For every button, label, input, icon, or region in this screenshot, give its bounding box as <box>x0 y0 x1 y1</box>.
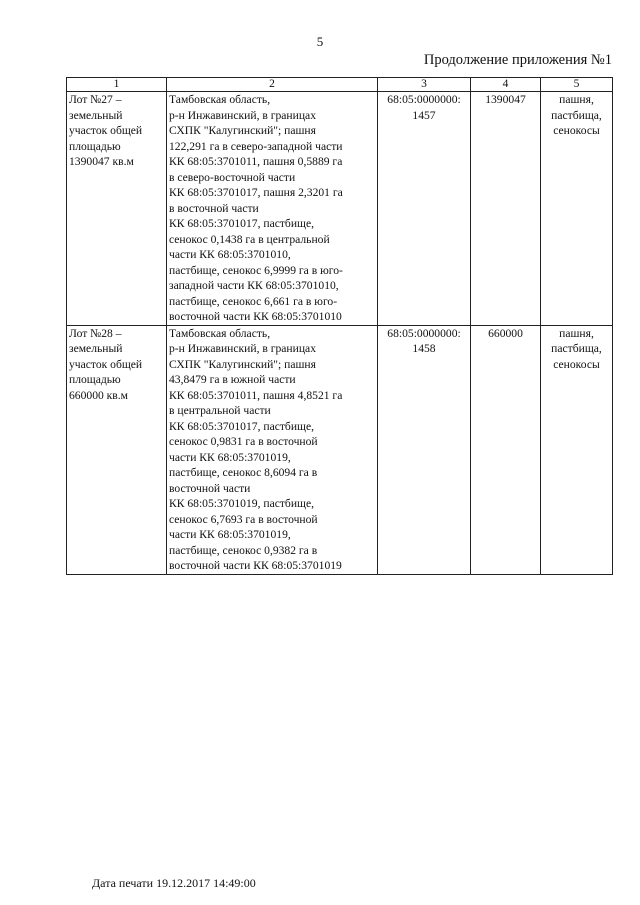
cadastral-line: 68:05:0000000: <box>387 93 461 106</box>
description-line: КК 68:05:3701011, пашня 0,5889 га <box>169 155 343 168</box>
description-line: Тамбовская область, <box>169 93 271 106</box>
lot-name-cell <box>67 92 167 326</box>
lot-name-line: площадью <box>69 373 121 386</box>
land-use-line: пастбища, <box>551 108 602 122</box>
lots-table <box>66 77 613 575</box>
description-line: сенокос 6,7693 га в восточной <box>169 512 318 526</box>
column-header-3: 3 <box>378 78 471 92</box>
lot-name-line: площадью <box>69 139 121 153</box>
description-line: СХПК "Калугинский"; пашня <box>169 124 316 137</box>
description-cell <box>167 325 378 574</box>
lot-name-line: земельный <box>69 108 123 122</box>
land-use-line: пашня, <box>559 93 594 106</box>
column-header-4: 4 <box>471 78 541 92</box>
description-line: КК 68:05:3701017, пастбище, <box>169 419 315 433</box>
page-number: 5 <box>316 34 324 49</box>
lot-name-line: участок общей <box>69 357 143 371</box>
column-header-5: 5 <box>541 78 613 92</box>
description-line: Тамбовская область, <box>169 326 271 340</box>
description-line: части КК 68:05:3701010, <box>169 248 291 261</box>
land-use-line: сенокосы <box>553 124 600 137</box>
table-row <box>67 325 613 574</box>
description-line: р-н Инжавинский, в границах <box>169 108 316 122</box>
description-line: пастбище, сенокос 6,9999 га в юго- <box>169 263 343 277</box>
description-line: сенокос 0,1438 га в центральной <box>169 232 330 246</box>
description-line: пастбище, сенокос 8,6094 га в <box>169 466 318 479</box>
cadastral-line: 1458 <box>412 342 436 355</box>
description-line: западной части КК 68:05:3701010, <box>169 279 339 292</box>
lot-name-line: 660000 кв.м <box>69 388 129 402</box>
description-line: в восточной части <box>169 201 259 215</box>
land-use-line: пастбища, <box>551 342 602 355</box>
description-line: пастбище, сенокос 6,661 га в юго- <box>169 294 338 308</box>
description-line: части КК 68:05:3701019, <box>169 450 291 464</box>
description-line: восточной части <box>169 481 251 495</box>
area-cell: 660000 <box>471 325 541 574</box>
description-line: части КК 68:05:3701019, <box>169 528 291 541</box>
column-header-2: 2 <box>167 78 378 92</box>
description-line: сенокос 0,9831 га в восточной <box>169 435 318 448</box>
description-line: р-н Инжавинский, в границах <box>169 342 316 355</box>
description-line: восточной части КК 68:05:3701019 <box>169 559 342 572</box>
description-line: КК 68:05:3701011, пашня 4,8521 га <box>169 388 343 402</box>
cadastral-line: 1457 <box>412 108 436 122</box>
description-line: пастбище, сенокос 0,9382 га в <box>169 543 318 557</box>
description-line: КК 68:05:3701017, пастбище, <box>169 217 315 230</box>
table-row <box>67 92 613 326</box>
cadastral-line: 68:05:0000000: <box>387 326 461 340</box>
cadastral-number-cell <box>378 325 471 574</box>
land-use-line: пашня, <box>559 326 594 340</box>
area-cell: 1390047 <box>471 92 541 326</box>
cadastral-number-cell <box>378 92 471 326</box>
land-use-cell <box>541 325 613 574</box>
land-use-line: сенокосы <box>553 357 600 371</box>
description-cell <box>167 92 378 326</box>
description-line: СХПК "Калугинский"; пашня <box>169 357 316 371</box>
lot-name-line: участок общей <box>69 124 143 137</box>
lot-name-cell <box>67 325 167 574</box>
column-header-1: 1 <box>67 78 167 92</box>
land-use-cell <box>541 92 613 326</box>
description-line: 43,8479 га в южной части <box>169 373 296 386</box>
lot-name-line: земельный <box>69 342 123 355</box>
description-line: КК 68:05:3701017, пашня 2,3201 га <box>169 186 343 199</box>
lot-name-line: 1390047 кв.м <box>69 155 134 168</box>
description-line: 122,291 га в северо-западной части <box>169 139 343 153</box>
header-row <box>67 78 613 92</box>
lot-name-line: Лот №28 – <box>69 326 122 340</box>
description-line: в центральной части <box>169 404 271 417</box>
lot-name-line: Лот №27 – <box>69 93 122 106</box>
description-line: КК 68:05:3701019, пастбище, <box>169 497 315 510</box>
appendix-title: Продолжение приложения №1 <box>423 52 612 68</box>
description-line: восточной части КК 68:05:3701010 <box>169 310 342 323</box>
print-date: Дата печати 19.12.2017 14:49:00 <box>92 876 256 890</box>
description-line: в северо-восточной части <box>169 170 296 184</box>
